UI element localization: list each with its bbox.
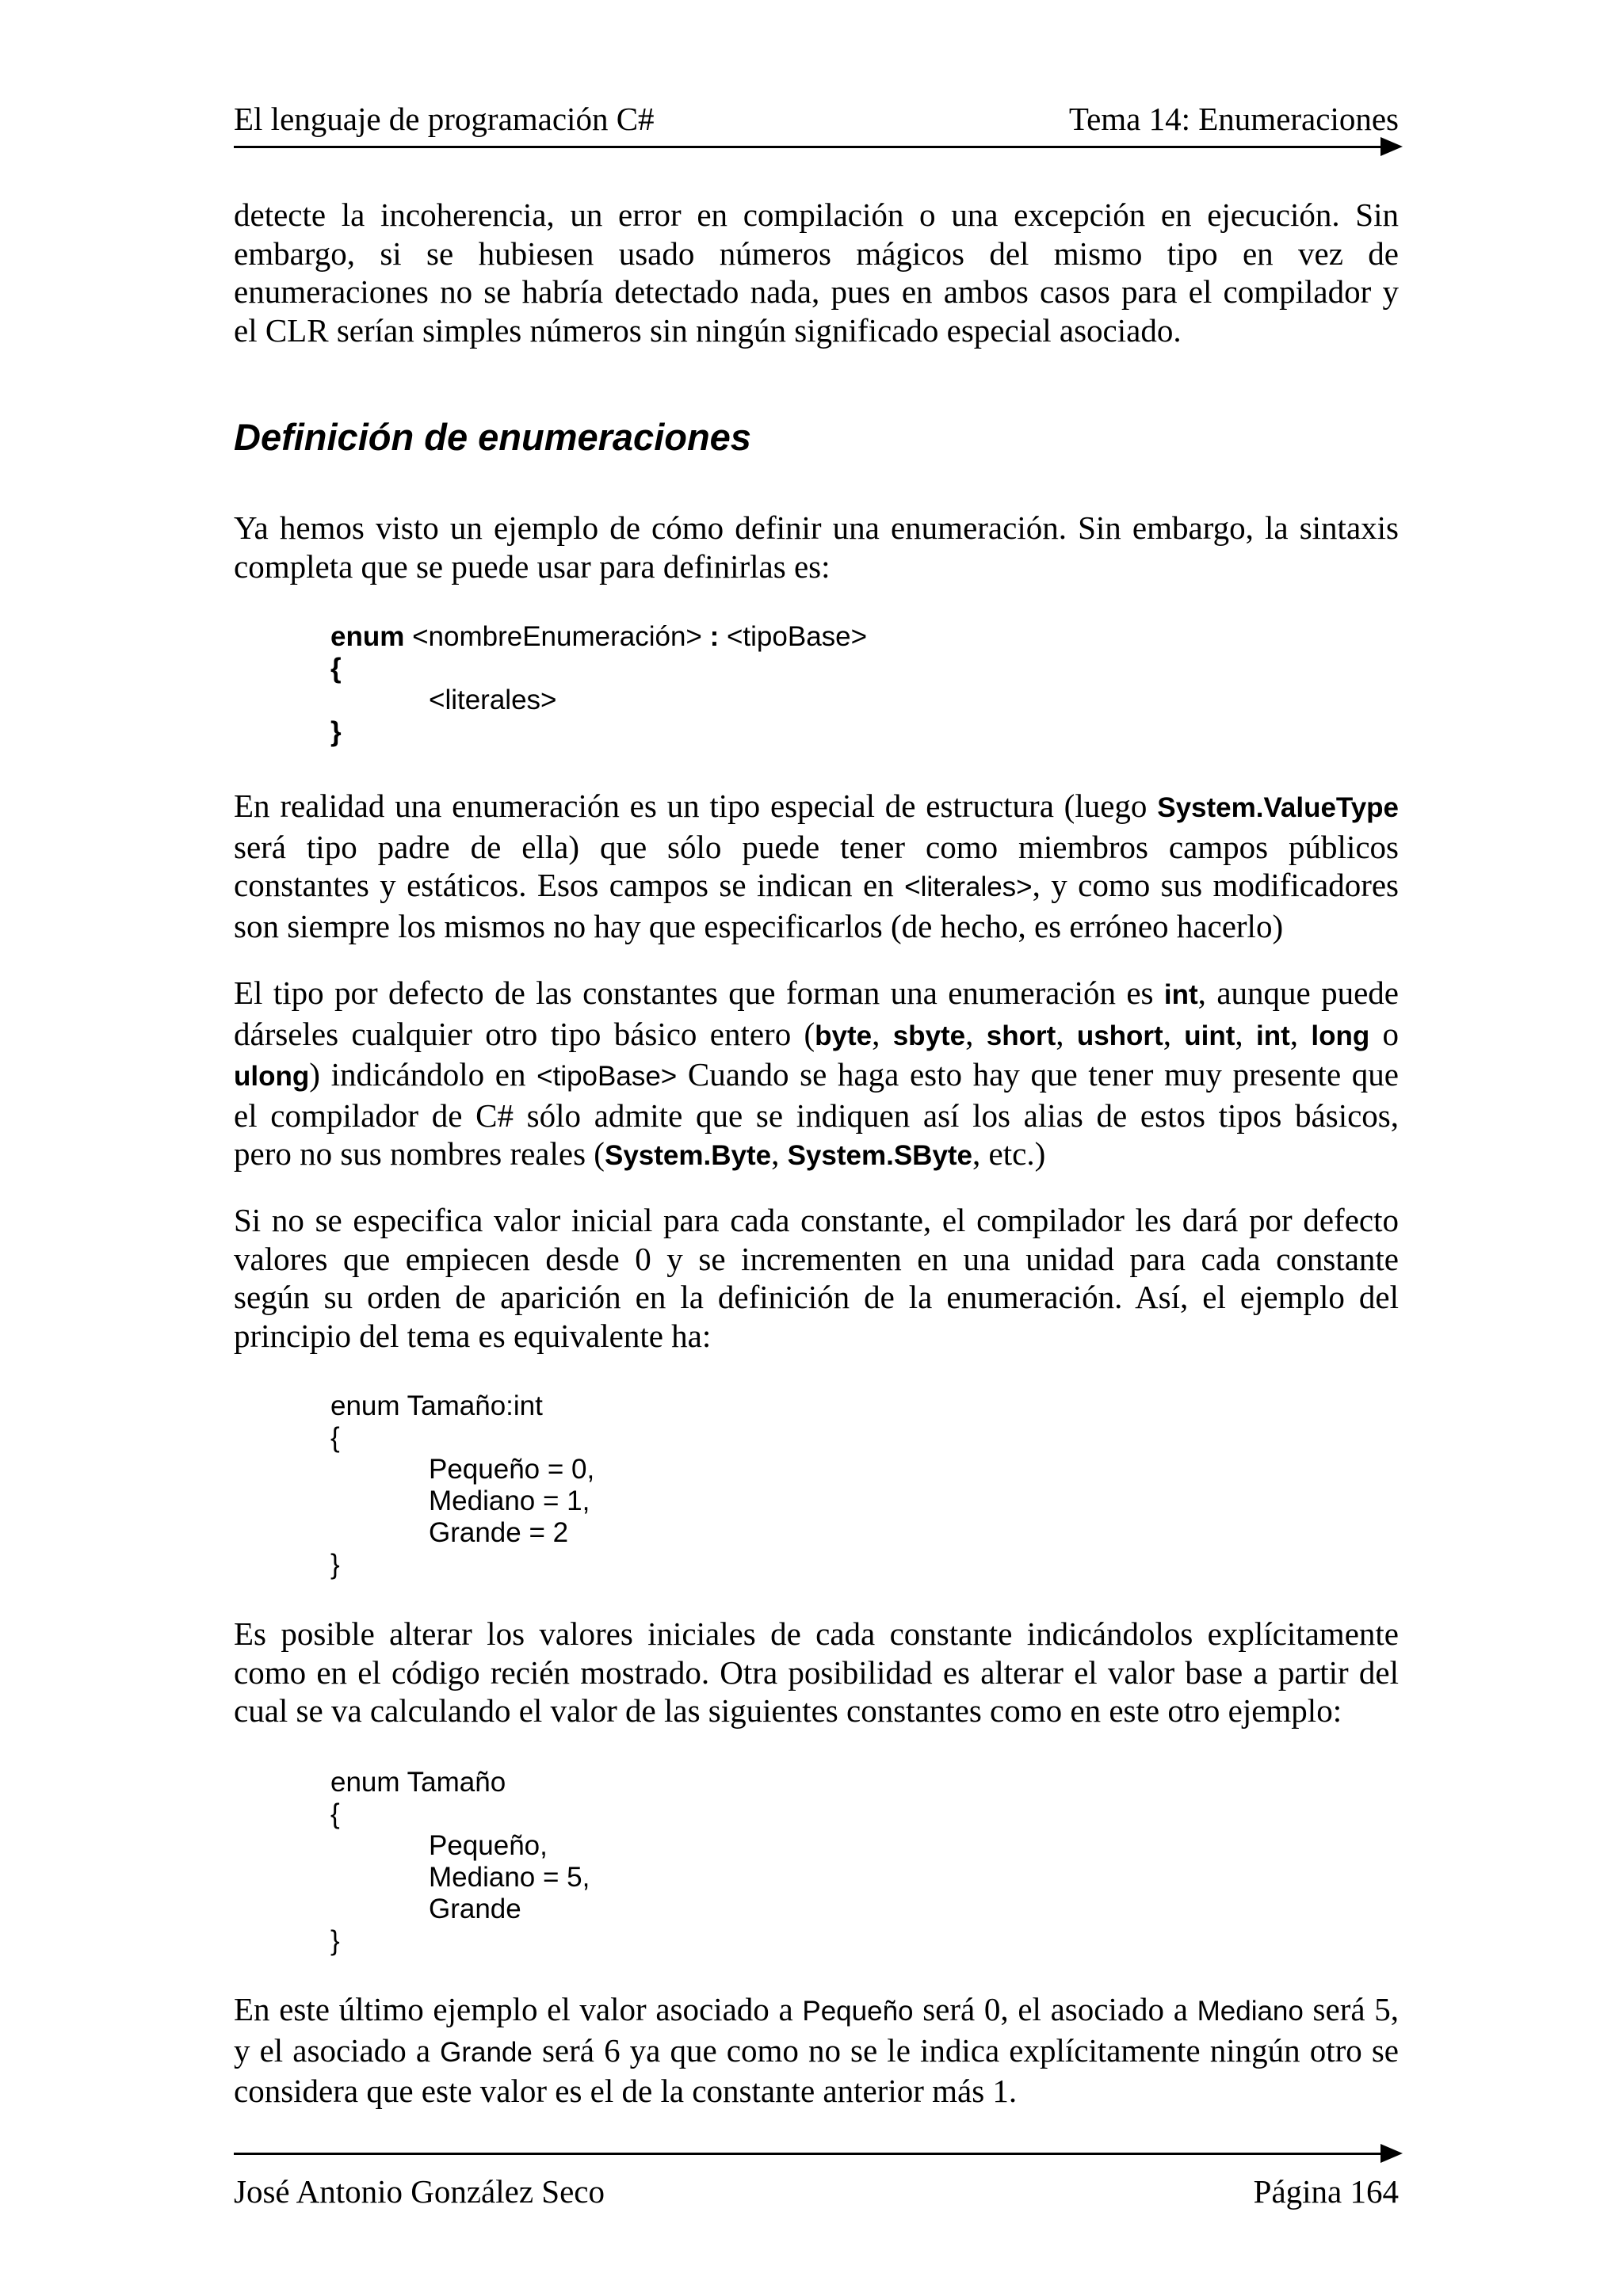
- text-line: valores que empiecen desde 0 y se incrementen en una unidad para cada constante: [234, 1240, 1399, 1277]
- paragraph-syntax-intro: [234, 509, 1399, 585]
- text-span: ,: [1289, 1015, 1312, 1052]
- code-line: Grande = 2: [429, 1517, 569, 1548]
- paragraph-base-type: [234, 974, 1399, 1176]
- footer-author: José Antonio González Seco: [234, 2173, 605, 2210]
- text-line: [234, 974, 1399, 1015]
- text-span: Cuando se haga esto hay que tener muy presente que: [677, 1056, 1400, 1093]
- paragraph-last-example: [234, 1990, 1399, 2111]
- paragraph-alter-values: [234, 1615, 1399, 1730]
- inline-code: int: [1163, 979, 1198, 1010]
- text-span: dárseles cualquier otro tipo básico entero (: [234, 1015, 815, 1052]
- text-span: será 5,: [1303, 1991, 1399, 2027]
- text-span: ,: [1056, 1015, 1077, 1052]
- intro-paragraph: [234, 196, 1399, 349]
- inline-code: byte: [815, 1020, 873, 1051]
- code-line: }: [330, 1925, 340, 1956]
- text-span: El tipo por defecto de las constantes que forman una enumeración es: [234, 974, 1164, 1011]
- text-line: detecte la incoherencia, un error en compilación o una excepción en ejecución. Sin: [234, 196, 1399, 233]
- paragraph-default-values: [234, 1201, 1399, 1355]
- text-span: constantes y estáticos. Esos campos se indican en: [234, 867, 905, 903]
- text-line: [234, 866, 1399, 907]
- text-line: el CLR serían simples números sin ningún significado especial asociado.: [234, 311, 1182, 349]
- code-line: [330, 685, 867, 716]
- text-span: ,: [872, 1015, 893, 1052]
- text-line: Ya hemos visto un ejemplo de cómo definir una enumeración. Sin embargo, la sintaxis: [234, 509, 1399, 546]
- code-line: [330, 653, 867, 685]
- text-line: Si no se especifica valor inicial para cada constante, el compilador les dará por defecto: [234, 1202, 1399, 1238]
- text-span: ) indicándolo en: [309, 1056, 537, 1093]
- code-line: }: [330, 1549, 340, 1580]
- text-line: considera que este valor es el de la constante anterior más 1.: [234, 2073, 1018, 2109]
- code-line: enum Tamaño:int: [330, 1390, 543, 1421]
- header-book-title: El lenguaje de programación C#: [234, 101, 655, 137]
- inline-code: ulong: [234, 1061, 310, 1092]
- page-header: [234, 98, 1399, 146]
- text-line: [234, 787, 1399, 828]
- text-line: [234, 1015, 1399, 1056]
- inline-code: Mediano: [1197, 1996, 1304, 2027]
- open-brace: {: [330, 653, 342, 684]
- header-chapter-title: Tema 14: Enumeraciones: [1068, 101, 1399, 137]
- footer-page-number: Página 164: [1253, 2173, 1399, 2210]
- header-arrow-icon: [1381, 137, 1403, 156]
- text-span: será 0, el asociado a: [913, 1991, 1197, 2027]
- text-line: según su orden de aparición en la definición de la enumeración. Así, el ejemplo del: [234, 1279, 1399, 1315]
- text-span: En este último ejemplo el valor asociado a: [234, 1991, 803, 2027]
- code-line: {: [330, 1798, 340, 1829]
- inline-code: System.SByte: [787, 1140, 973, 1171]
- page-footer: [234, 2171, 1399, 2218]
- text-line: será tipo padre de ella) que sólo puede tener como miembros campos públicos: [234, 828, 1399, 865]
- code-example-2: [330, 1767, 590, 1957]
- text-line: enumeraciones no se habría detectado nada, pues en ambos casos para el compilador y: [234, 273, 1399, 310]
- text-span: pero no sus nombres reales (: [234, 1135, 605, 1172]
- inline-code: Grande: [440, 2036, 533, 2068]
- code-line: enum Tamaño: [330, 1767, 506, 1798]
- text-line: [234, 1135, 1399, 1176]
- text-line: el compilador de C# sólo admite que se indiquen así los alias de estos tipos básicos,: [234, 1097, 1399, 1134]
- text-line: como en el código recién mostrado. Otra posibilidad es alterar el valor base a partir del: [234, 1653, 1399, 1691]
- code-line: Mediano = 5,: [429, 1862, 590, 1893]
- placeholder-base: <tipoBase>: [719, 621, 868, 652]
- text-span: ,: [1235, 1015, 1256, 1052]
- text-line: [234, 1990, 1399, 2031]
- code-line: Pequeño,: [429, 1830, 548, 1861]
- text-span: o: [1369, 1015, 1400, 1052]
- text-line: embargo, si se hubiesen usado números mágicos del mismo tipo en vez de: [234, 235, 1399, 272]
- code-line: Grande: [429, 1894, 521, 1924]
- text-line: completa que se puede usar para definirlas es:: [234, 547, 831, 585]
- inline-code: sbyte: [892, 1020, 966, 1051]
- text-line: principio del tema es equivalente ha:: [234, 1317, 712, 1354]
- inline-code: int: [1256, 1020, 1290, 1051]
- text-line: [234, 1055, 1399, 1097]
- text-span: ,: [965, 1015, 987, 1052]
- colon-token: :: [709, 621, 720, 652]
- placeholder-literals: <literales>: [429, 685, 557, 715]
- text-span: ,: [771, 1135, 788, 1172]
- header-rule: [234, 146, 1392, 148]
- text-span: y el asociado a: [234, 2031, 441, 2069]
- inline-code: Pequeño: [802, 1996, 914, 2027]
- placeholder-name: <nombreEnumeración>: [404, 621, 710, 652]
- text-line: [234, 2031, 1399, 2073]
- text-span: ,: [1163, 1015, 1185, 1052]
- text-span: , y como sus modificadores: [1032, 867, 1399, 903]
- inline-code: System.ValueType: [1157, 792, 1399, 823]
- inline-code: short: [986, 1020, 1056, 1051]
- syntax-code-block: [330, 621, 867, 748]
- text-span: , etc.): [972, 1135, 1046, 1172]
- text-span: En realidad una enumeración es un tipo especial de estructura (luego: [234, 788, 1158, 824]
- footer-arrow-icon: [1381, 2144, 1403, 2163]
- text-span: será 6 ya que como no se le indica explícitamente ningún otro se: [532, 2031, 1399, 2069]
- inline-code: long: [1311, 1020, 1370, 1051]
- inline-code: <tipoBase>: [537, 1061, 678, 1092]
- text-line: Es posible alterar los valores iniciales de cada constante indicándolos explícitamente: [234, 1615, 1399, 1652]
- code-line: {: [330, 1422, 340, 1453]
- code-line: Pequeño = 0,: [429, 1454, 595, 1485]
- paragraph-structure: [234, 787, 1399, 945]
- footer-rule: [234, 2153, 1392, 2155]
- section-heading: Definición de enumeraciones: [234, 416, 751, 458]
- code-line: [330, 716, 867, 748]
- inline-code: System.Byte: [604, 1140, 772, 1171]
- code-line: Mediano = 1,: [429, 1486, 590, 1516]
- code-line: [330, 621, 867, 653]
- keyword-enum: enum: [330, 621, 405, 652]
- inline-code: <literales>: [904, 871, 1033, 902]
- close-brace: }: [330, 716, 342, 747]
- text-line: cual se va calculando el valor de las siguientes constantes como en este otro ejemplo:: [234, 1692, 1342, 1729]
- inline-code: uint: [1184, 1020, 1235, 1051]
- text-span: , aunque puede: [1197, 974, 1399, 1011]
- code-example-1: [330, 1390, 594, 1581]
- text-line: son siempre los mismos no hay que especificarlos (de hecho, es erróneo hacerlo): [234, 907, 1284, 944]
- inline-code: ushort: [1076, 1020, 1163, 1051]
